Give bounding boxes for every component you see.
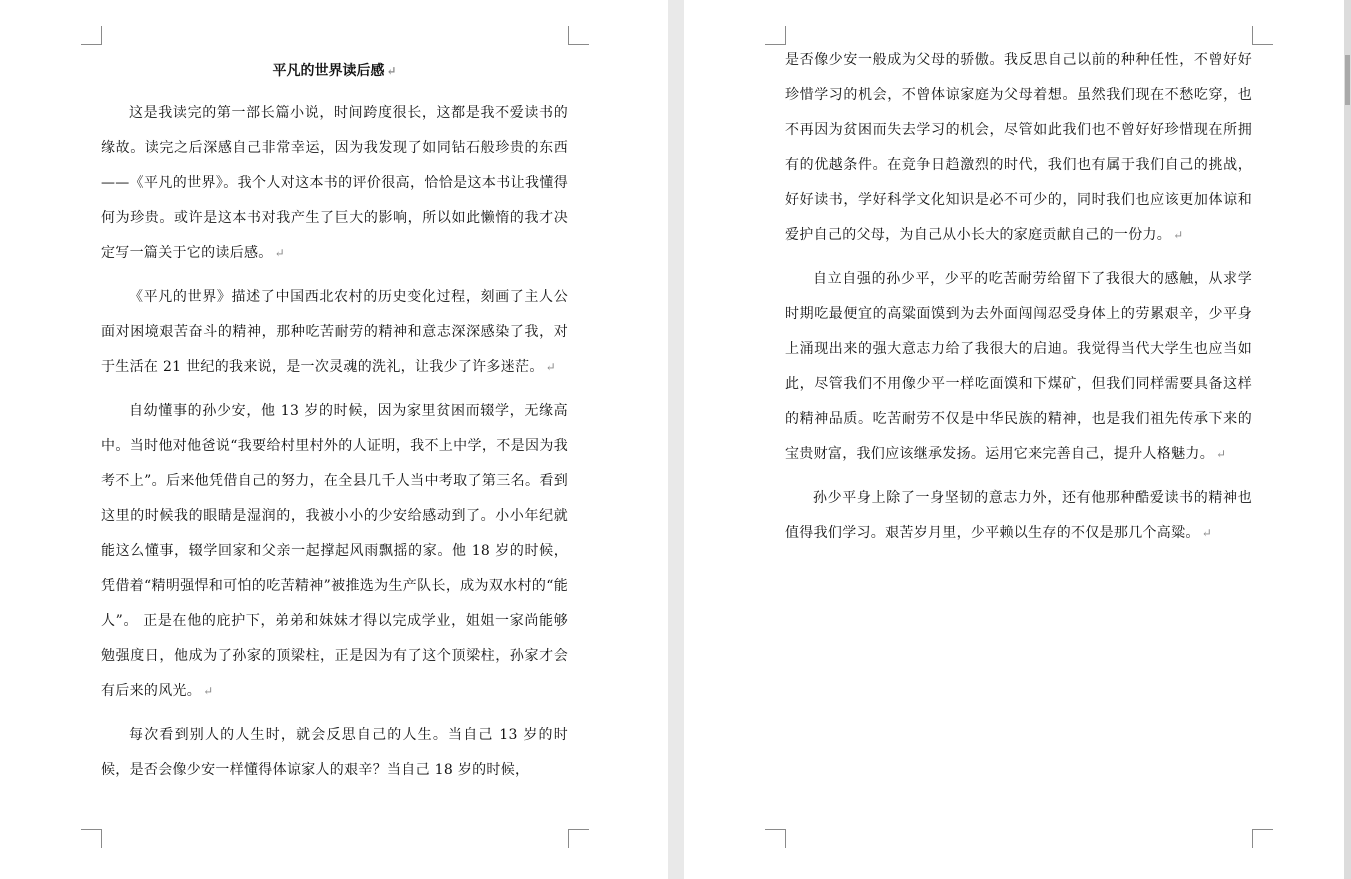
paragraph-mark-icon (275, 246, 285, 260)
paragraph: 是否像少安一般成为父母的骄傲。我反思自己以前的种种任性，不曾好好珍惜学习的机会，不曾体谅家庭为父母着想。虽然我们现在不愁吃穿，也不再因为贫困而失去学习的机会，尽管如此我们也不曾好好珍惜现在所拥有的优越条件。在竞争日趋激烈的时代，我们也有属于我们自己的挑战，好好读书，学好科学文化知识是必不可少的，同时我们也应该更加体谅和爱护自己的父母，为自己从小长大的家庭贡献自己的一份力。 ↵ (785, 43, 1252, 253)
paragraph: 自立自强的孙少平，少平的吃苦耐劳给留下了我很大的感触，从求学时期吃最便宜的高粱面馍到为去外面闯闯忍受身体上的劳累艰辛，少平身上涌现出来的强大意志力给了我很大的启迪。我觉得当代大学生也应当如此，尽管我们不用像少平一样吃面馍和下煤矿，但我们同样需要具备这样的精神品质。吃苦耐劳不仅是中华民族的精神，也是我们祖先传承下来的宝贵财富，我们应该继承发扬。运用它来完善自己，提升人格魅力。 ↵ (785, 262, 1252, 472)
document-page-2 (684, 0, 1344, 879)
scrollbar-thumb[interactable] (1345, 55, 1350, 105)
margin-corner-top-right (568, 26, 589, 45)
margin-corner-bottom-left (81, 829, 102, 848)
paragraph: 每次看到别人的人生时，就会反思自己的人生。当自己 13 岁的时候，是否会像少安一样懂得体谅家人的艰辛？当自己 18 岁的时候， (101, 727, 568, 778)
paragraph: 自幼懂事的孙少安，他 13 岁的时候，因为家里贫困而辍学，无缘高中。当时他对他爸说“我要给村里村外的人证明，我不上中学，不是因为我考不上”。后来他凭借自己的努力，在全县几千人当中考取了第三名。看到这里的时候我的眼睛是湿润的，我被小小的少安给感动到了。小小年纪就能这么懂事，辍学回家和父亲一起撑起风雨飘摇的家。他 18 岁的时候，凭借着“精明强悍和可怕的吃苦精神”被推选为生产队长，成为双水村的“能人”。 正是在他的庇护下，弟弟和妹妹才得以完成学业，姐姐一家尚能够勉强度日，他成为了孙家的顶梁柱，正是因为有了这个顶梁柱，孙家才会有后来的风光。 ↵ (101, 394, 568, 709)
document-title: 平凡的世界读后感 ↵ (101, 57, 568, 85)
paragraph: 《平凡的世界》描述了中国西北农村的历史变化过程，刻画了主人公面对困境艰苦奋斗的精神，那种吃苦耐劳的精神和意志深深感染了我，对于生活在 21 世纪的我来说，是一次灵魂的洗礼，让我少了许多迷茫。 ↵ (101, 280, 568, 385)
margin-corner-top-right (1252, 26, 1273, 45)
paragraph: 孙少平身上除了一身坚韧的意志力外，还有他那种酷爱读书的精神也值得我们学习。艰苦岁月里，少平赖以生存的不仅是那几个高粱。 ↵ (785, 481, 1252, 551)
paragraph-mark-icon (386, 64, 396, 78)
paragraph: 这是我读完的第一部长篇小说，时间跨度很长，这都是我不爱读书的缘故。读完之后深感自己非常幸运，因为我发现了如同钻石般珍贵的东西——《平凡的世界》。我个人对这本书的评价很高，恰恰是这本书让我懂得何为珍贵。或许是这本书对我产生了巨大的影响，所以如此懒惰的我才决定写一篇关于它的读后感。 ↵ (101, 96, 568, 271)
vertical-scrollbar[interactable] (1344, 0, 1351, 879)
paragraph-mark-icon (203, 684, 213, 698)
paragraph-mark-icon (1173, 228, 1183, 242)
margin-corner-bottom-right (1252, 829, 1273, 848)
page-2-body[interactable] (785, 43, 1252, 560)
document-page-1 (0, 0, 668, 879)
margin-corner-bottom-left (765, 829, 786, 848)
paragraph-mark-icon (1216, 447, 1226, 461)
paragraph-mark-icon (1202, 526, 1212, 540)
paragraph-mark-icon (546, 360, 556, 374)
margin-corner-top-left (81, 26, 102, 45)
margin-corner-top-left (765, 26, 786, 45)
page-1-body[interactable] (101, 57, 568, 797)
margin-corner-bottom-right (568, 829, 589, 848)
